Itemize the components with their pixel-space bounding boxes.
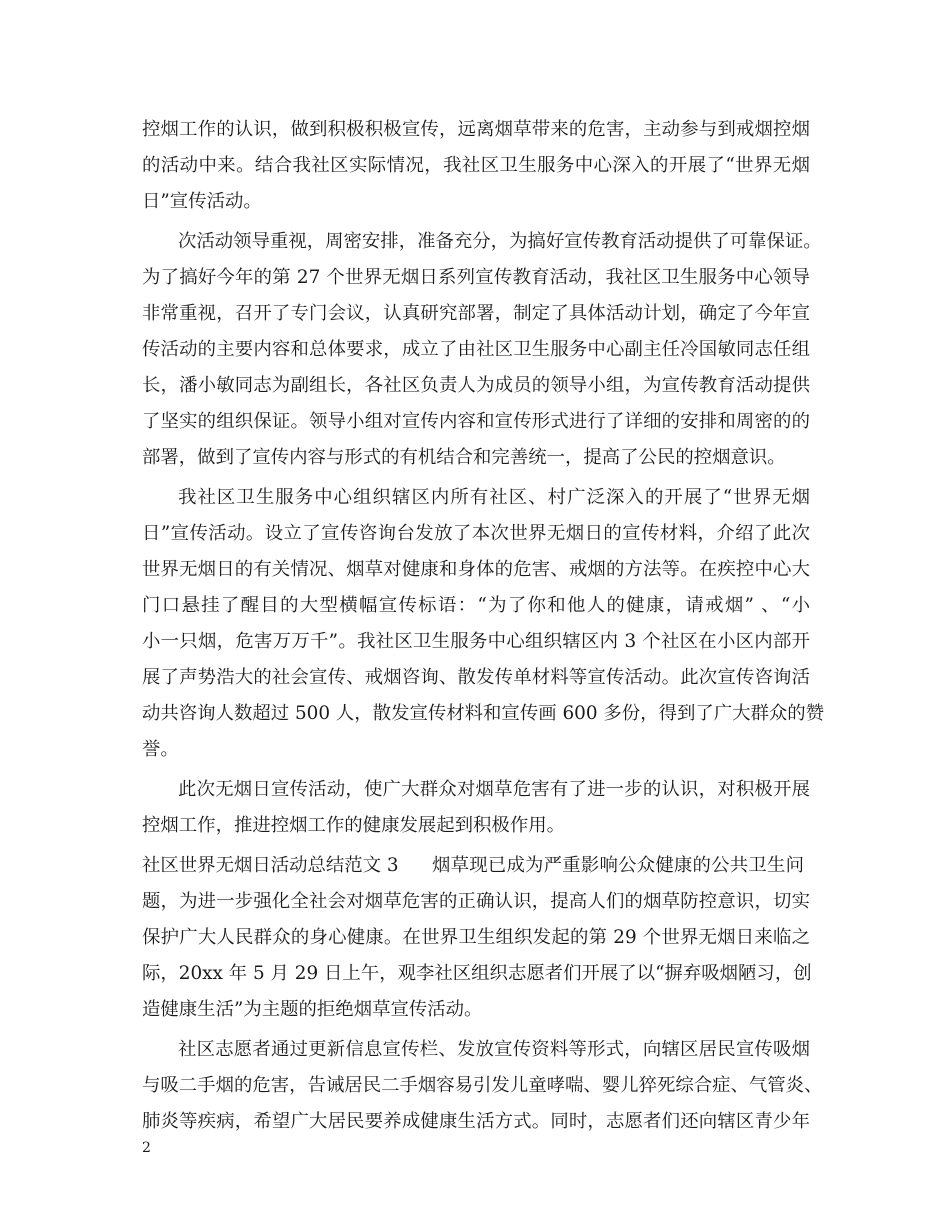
section-heading-line — [142, 848, 810, 884]
text-line: 际，20xx 年 5 月 29 日上午，观李社区组织志愿者们开展了以“摒弃吸烟陋习，创 — [142, 963, 812, 984]
document-body — [142, 112, 825, 1144]
text-line: 小一只烟，危害万万千”。我社区卫生服务中心组织辖区内 3 个社区在小区内部开 — [142, 631, 810, 652]
text-line: 保护广大人民群众的身心健康。在世界卫生组织发起的第 29 个世界无烟日来临之 — [142, 927, 810, 948]
text-line: 日”宣传活动。 — [142, 191, 262, 212]
text-line: 次活动领导重视，周密安排，准备充分，为搞好宣传教育活动提供了可靠保证。 — [178, 231, 822, 252]
text-line: 与吸二手烟的危害，告诫居民二手烟容易引发儿童哮喘、婴儿猝死综合症、气管炎、 — [142, 1075, 823, 1096]
text-line: 部署，做到了宣传内容与形式的有机结合和完善统一，提高了公民的控烟意识。 — [142, 447, 786, 468]
text-line: 控烟工作，推进控烟工作的健康发展起到积极作用。 — [142, 815, 565, 836]
text-line: 长，潘小敏同志为副组长，各社区负责人为成员的领导小组，为宣传教育活动提供 — [142, 375, 810, 396]
text-line: 我社区卫生服务中心组织辖区内所有社区、村广泛深入的开展了“世界无烟 — [178, 487, 810, 508]
paragraph — [142, 112, 810, 220]
text-line: 为了搞好今年的第 27 个世界无烟日系列宣传教育活动，我社区卫生服务中心领导 — [142, 267, 810, 288]
paragraph — [142, 480, 825, 768]
text-line: 题，为进一步强化全社会对烟草危害的正确认识，提高人们的烟草防控意识，切实 — [142, 891, 810, 912]
text-line: 日”宣传活动。设立了宣传咨询台发放了本次世界无烟日的宣传材料，介绍了此次 — [142, 523, 810, 544]
text-line: 肺炎等疾病，希望广大居民要养成健康生活方式。同时，志愿者们还向辖区青少年 — [142, 1111, 810, 1132]
text-line: 造健康生活”为主题的拒绝烟草宣传活动。 — [142, 999, 483, 1020]
text-line: 了坚实的组织保证。领导小组对宣传内容和宣传形式进行了详细的安排和周密的的 — [142, 411, 810, 432]
paragraph — [142, 1032, 823, 1140]
text-line: 控烟工作的认识，做到积极积极宣传，远离烟草带来的危害，主动参与到戒烟控烟 — [142, 119, 810, 140]
text-line: 门口悬挂了醒目的大型横幅宣传标语：“为了你和他人的健康，请戒烟” 、“小 — [142, 595, 810, 616]
text-line: 非常重视，召开了专门会议，认真研究部署，制定了具体活动计划，确定了今年宣 — [142, 303, 810, 324]
text-line: 的活动中来。结合我社区实际情况，我社区卫生服务中心深入的开展了“世界无烟 — [142, 155, 810, 176]
page-number: 2 — [142, 1140, 151, 1156]
text-line: 动共咨询人数超过 500 人，散发宣传材料和宣传画 600 多份，得到了广大群众的赞 — [142, 703, 825, 724]
section-heading: 社区世界无烟日活动总结范文 3 — [142, 855, 399, 876]
text-line: 传活动的主要内容和总体要求，成立了由社区卫生服务中心副主任冷国敏同志任组 — [142, 339, 810, 360]
paragraph — [142, 224, 822, 476]
text-line: 展了声势浩大的社会宣传、戒烟咨询、散发传单材料等宣传活动。此次宣传咨询活 — [142, 667, 810, 688]
paragraph — [142, 772, 810, 844]
text-line: 烟草现已成为严重影响公众健康的公共卫生问 — [432, 855, 804, 876]
text-line: 誉。 — [142, 739, 179, 760]
text-line: 此次无烟日宣传活动，使广大群众对烟草危害有了进一步的认识，对积极开展 — [178, 779, 810, 800]
paragraph — [142, 848, 810, 1028]
text-line: 社区志愿者通过更新信息宣传栏、发放宣传资料等形式，向辖区居民宣传吸烟 — [178, 1039, 810, 1060]
text-line: 世界无烟日的有关情况、烟草对健康和身体的危害、戒烟的方法等。在疾控中心大 — [142, 559, 810, 580]
